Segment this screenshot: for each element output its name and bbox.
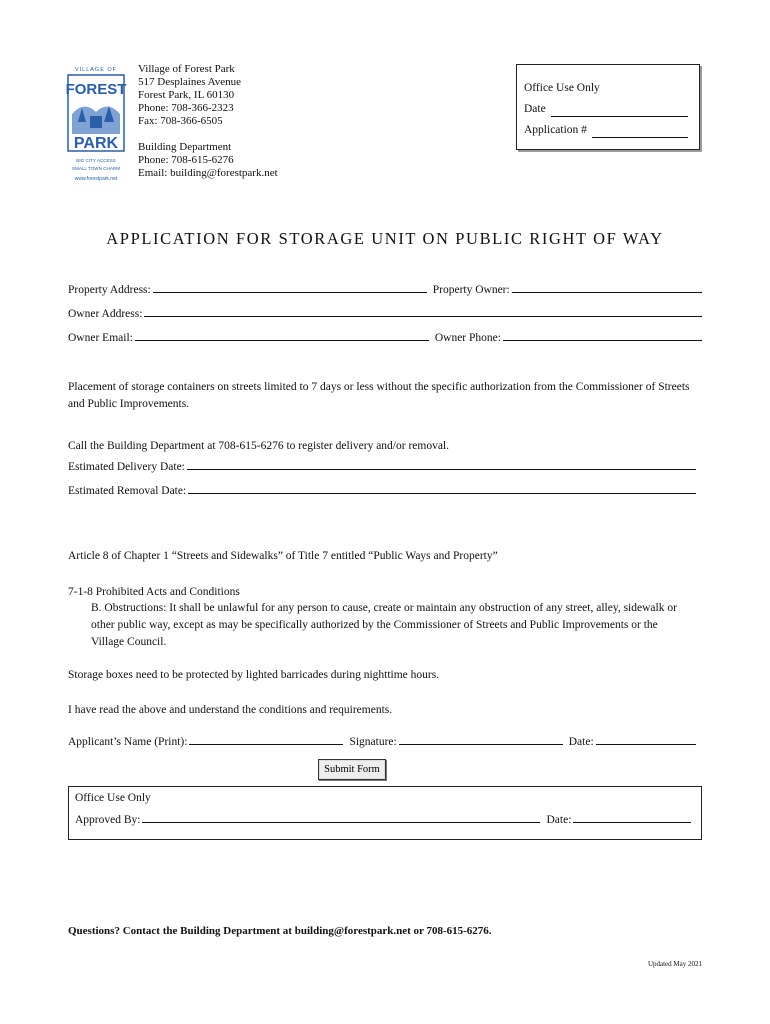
office-use-title: Office Use Only	[524, 82, 600, 94]
signature-label: Signature:	[349, 736, 397, 748]
signature-field[interactable]	[399, 743, 563, 745]
logo-word-park: PARK	[73, 135, 119, 152]
acknowledgement-text: I have read the above and understand the conditions and requirements.	[68, 704, 393, 716]
office-use-box-top	[516, 64, 700, 150]
org-street: 517 Desplaines Avenue	[138, 76, 242, 88]
approved-by-field[interactable]	[142, 821, 540, 823]
logo-word-forest: FOREST	[65, 81, 127, 98]
owner-contact-row	[68, 332, 704, 344]
submit-form-button[interactable]: Submit Form	[318, 759, 386, 780]
dept-phone: Phone: 708-615-6276	[138, 154, 234, 166]
logo-url: www.forestpark.net	[74, 176, 118, 182]
org-fax: Fax: 708-366-6505	[138, 115, 223, 127]
owner-email-field[interactable]	[135, 339, 429, 341]
delivery-date-row	[68, 461, 698, 473]
placement-paragraph: Placement of storage containers on streets limited to 7 days or less without the specific authorization from the Commissioner of Streets and Public Improvements.	[68, 381, 690, 410]
call-instruction: Call the Building Department at 708-615-6276 to register delivery and/or removal.	[68, 440, 449, 452]
owner-email-label: Owner Email:	[68, 332, 133, 344]
section-heading: 7-1-8 Prohibited Acts and Conditions	[68, 586, 240, 598]
property-address-field[interactable]	[153, 291, 427, 293]
applicant-name-field[interactable]	[189, 743, 343, 745]
property-owner-label: Property Owner:	[432, 284, 510, 296]
owner-address-label: Owner Address:	[68, 308, 143, 320]
page-title: APPLICATION FOR STORAGE UNIT ON PUBLIC RIGHT OF WAY	[106, 229, 664, 248]
office-application-label: Application #	[524, 124, 587, 136]
property-owner-field[interactable]	[512, 291, 702, 293]
owner-address-row	[68, 308, 704, 320]
owner-phone-field[interactable]	[503, 339, 702, 341]
owner-phone-label: Owner Phone:	[434, 332, 501, 344]
removal-date-label: Estimated Removal Date:	[68, 485, 187, 497]
dept-name: Building Department	[138, 141, 232, 153]
org-city: Forest Park, IL 60130	[138, 89, 235, 101]
owner-address-field[interactable]	[144, 315, 702, 317]
removal-date-field[interactable]	[188, 492, 696, 494]
date-field[interactable]	[596, 743, 696, 745]
obstructions-paragraph: B. Obstructions: It shall be unlawful for any person to cause, create or maintain any obstruction of any street, alley, sidewalk or other public way, except as may be specifically authorized by the Commissioner of Streets and Public Improvements or the Village Council.	[91, 602, 677, 648]
org-phone: Phone: 708-366-2323	[138, 102, 234, 114]
office-application-line[interactable]	[592, 136, 688, 138]
office-date-line[interactable]	[551, 115, 688, 117]
office-use-bottom-title: Office Use Only	[75, 792, 151, 804]
property-row	[68, 284, 704, 296]
date-label: Date:	[568, 736, 594, 748]
approved-by-label: Approved By:	[75, 814, 141, 826]
logo-tagline-1: BIG CITY ACCESS	[76, 158, 116, 163]
village-contact-block	[138, 63, 338, 128]
storage-barricade-note: Storage boxes need to be protected by lighted barricades during nighttime hours.	[68, 669, 440, 681]
applicant-name-label: Applicant’s Name (Print):	[68, 736, 188, 748]
questions-contact: Questions? Contact the Building Department at building@forestpark.net or 708-615-6276.	[68, 925, 492, 937]
org-name: Village of Forest Park	[138, 63, 235, 75]
forest-park-logo	[64, 64, 128, 186]
office-date-label: Date	[524, 103, 546, 115]
approved-date-label: Date:	[546, 814, 572, 826]
dept-email: Email: building@forestpark.net	[138, 167, 278, 179]
building-dept-block	[138, 141, 358, 180]
property-address-label: Property Address:	[68, 284, 151, 296]
logo-tagline-2: SMALL TOWN CHARM	[71, 166, 121, 171]
article-reference: Article 8 of Chapter 1 “Streets and Sidewalks” of Title 7 entitled “Public Ways and Property”	[68, 550, 498, 562]
approved-date-field[interactable]	[573, 821, 691, 823]
signature-row	[68, 736, 698, 748]
removal-date-row	[68, 485, 698, 497]
updated-date: Updated May 2021	[647, 960, 702, 968]
delivery-date-field[interactable]	[187, 468, 696, 470]
delivery-date-label: Estimated Delivery Date:	[68, 461, 185, 473]
logo-top-text: VILLAGE OF	[74, 67, 118, 73]
office-use-box-bottom	[68, 786, 702, 840]
approved-row	[75, 814, 693, 826]
